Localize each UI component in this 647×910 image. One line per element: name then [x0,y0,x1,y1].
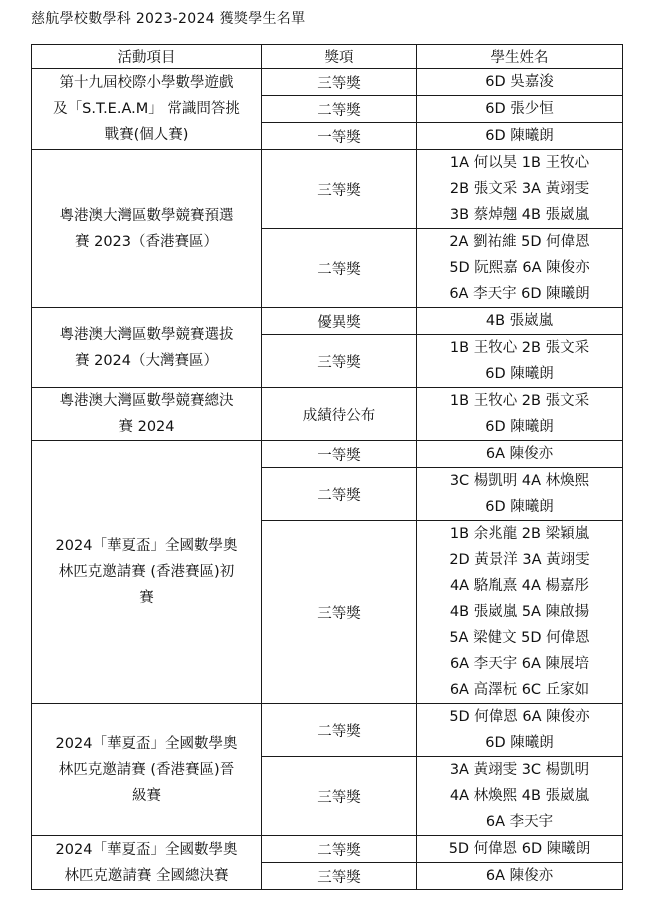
event-cell [32,388,262,441]
event-name-line: 2024「華夏盃」全國數學奧 [55,841,238,858]
student-line: 3B 蔡焯翹 4B 張崴嵐 [449,207,590,223]
prize-cell: 二等獎 [262,96,417,123]
students-cell [417,521,623,704]
students-cell [417,388,623,441]
award-row [32,836,623,863]
student-line: 2A 劉祐維 5D 何偉恩 [449,234,590,250]
award-row [32,388,623,441]
prize-cell: 二等獎 [262,468,417,521]
event-name-line: 第十九屆校際小學數學遊戲 [59,75,234,91]
student-line: 5A 梁健文 5D 何偉恩 [449,630,590,646]
event-name-line: 林匹克邀請賽 (香港賽區)初 [58,564,235,580]
student-line: 4B 張崴嵐 [485,313,554,329]
event-name-line: 2024「華夏盃」全國數學奧 [55,735,238,752]
event-name-line: 賽 2023（香港賽區） [74,233,218,250]
event-name-line: 賽 2024 [118,419,175,435]
awards-table [31,44,623,890]
header-event: 活動項目 [32,45,262,69]
students-cell [417,757,623,836]
event-name-line: 林匹克邀請賽 全國總決賽 [64,867,229,884]
students-cell [417,863,623,890]
students-cell [417,150,623,229]
prize-cell: 二等獎 [262,836,417,863]
student-line: 6A 陳俊亦 [485,446,554,462]
prize-cell: 三等獎 [262,335,417,388]
students-cell [417,441,623,468]
students-cell [417,96,623,123]
event-name-line: 粵港澳大灣區數學競賽預選 [59,207,234,224]
student-line: 5D 阮熙嘉 6A 陳俊亦 [449,260,590,276]
event-name-line: 賽 [139,590,154,606]
prize-cell: 三等獎 [262,521,417,704]
event-name-line: 林匹克邀請賽 (香港賽區)晉 [58,761,235,778]
student-line: 1A 何以昊 1B 王牧心 [449,155,590,171]
event-cell [32,308,262,388]
student-line: 6D 陳曦朗 [485,128,554,144]
award-row [32,69,623,96]
award-row [32,150,623,229]
students-cell [417,308,623,335]
prize-cell: 二等獎 [262,229,417,308]
student-line: 6D 吳嘉浚 [485,74,554,90]
event-name-line: 2024「華夏盃」全國數學奧 [55,538,238,554]
students-cell [417,123,623,150]
student-line: 1B 余兆龍 2B 梁穎嵐 [449,526,590,542]
prize-cell: 一等獎 [262,123,417,150]
event-name-line: 級賽 [132,787,161,804]
student-line: 2B 張文采 3A 黃翊雯 [449,181,590,197]
student-line: 4A 駱胤熹 4A 楊嘉彤 [449,578,590,594]
students-cell [417,704,623,757]
event-cell [32,704,262,836]
students-cell [417,468,623,521]
student-line: 1B 王牧心 2B 張文采 [449,340,590,356]
award-row [32,704,623,757]
prize-cell: 三等獎 [262,150,417,229]
prize-cell: 三等獎 [262,69,417,96]
student-line: 6D 陳曦朗 [485,499,554,515]
event-name-line: 粵港澳大灣區數學競賽總決 [59,393,234,409]
students-cell [417,836,623,863]
document-title: 慈航學校數學科 2023-2024 獲獎學生名單 [31,11,306,27]
event-cell [32,836,262,890]
student-line: 2D 黃景洋 3A 黃翊雯 [449,552,590,568]
student-line: 6D 張少恒 [485,101,554,117]
student-line: 6A 李天宇 [485,814,554,830]
student-line: 6A 李天宇 6A 陳展培 [449,656,590,672]
student-line: 4A 林煥熙 4B 張崴嵐 [449,788,590,804]
student-line: 5D 何偉恩 6D 陳曦朗 [448,841,591,857]
student-line: 6A 高澤杬 6C 丘家如 [449,682,590,698]
prize-cell: 三等獎 [262,757,417,836]
student-line: 6A 李天宇 6D 陳曦朗 [449,286,590,302]
student-line: 6D 陳曦朗 [485,735,554,751]
prize-cell: 一等獎 [262,441,417,468]
event-cell [32,441,262,704]
event-name-line: 粵港澳大灣區數學競賽選拔 [59,326,234,343]
students-cell [417,229,623,308]
award-row [32,441,623,468]
students-cell [417,335,623,388]
student-line: 6A 陳俊亦 [485,868,554,884]
student-line: 5D 何偉恩 6A 陳俊亦 [449,709,590,725]
event-cell [32,150,262,308]
student-line: 1B 王牧心 2B 張文采 [449,393,590,409]
student-line: 6D 陳曦朗 [485,366,554,382]
awards-table-body [32,69,623,890]
student-line: 3C 楊凱明 4A 林煥熙 [449,473,590,489]
event-name-line: 戰賽(個人賽) [104,127,189,143]
prize-cell: 成績待公布 [262,388,417,441]
event-name-line: 及「S.T.E.A.M」 常識問答挑 [53,101,240,117]
prize-cell: 二等獎 [262,704,417,757]
student-line: 4B 張崴嵐 5A 陳啟揚 [449,604,590,620]
award-row [32,308,623,335]
students-cell [417,69,623,96]
header-students: 學生姓名 [417,45,623,69]
event-name-line: 賽 2024（大灣賽區） [74,352,218,369]
header-prize: 獎項 [262,45,417,69]
prize-cell: 三等獎 [262,863,417,890]
event-cell [32,69,262,150]
prize-cell: 優異獎 [262,308,417,335]
table-header-row [32,45,623,69]
student-line: 3A 黃翊雯 3C 楊凱明 [449,762,590,778]
student-line: 6D 陳曦朗 [485,419,554,435]
